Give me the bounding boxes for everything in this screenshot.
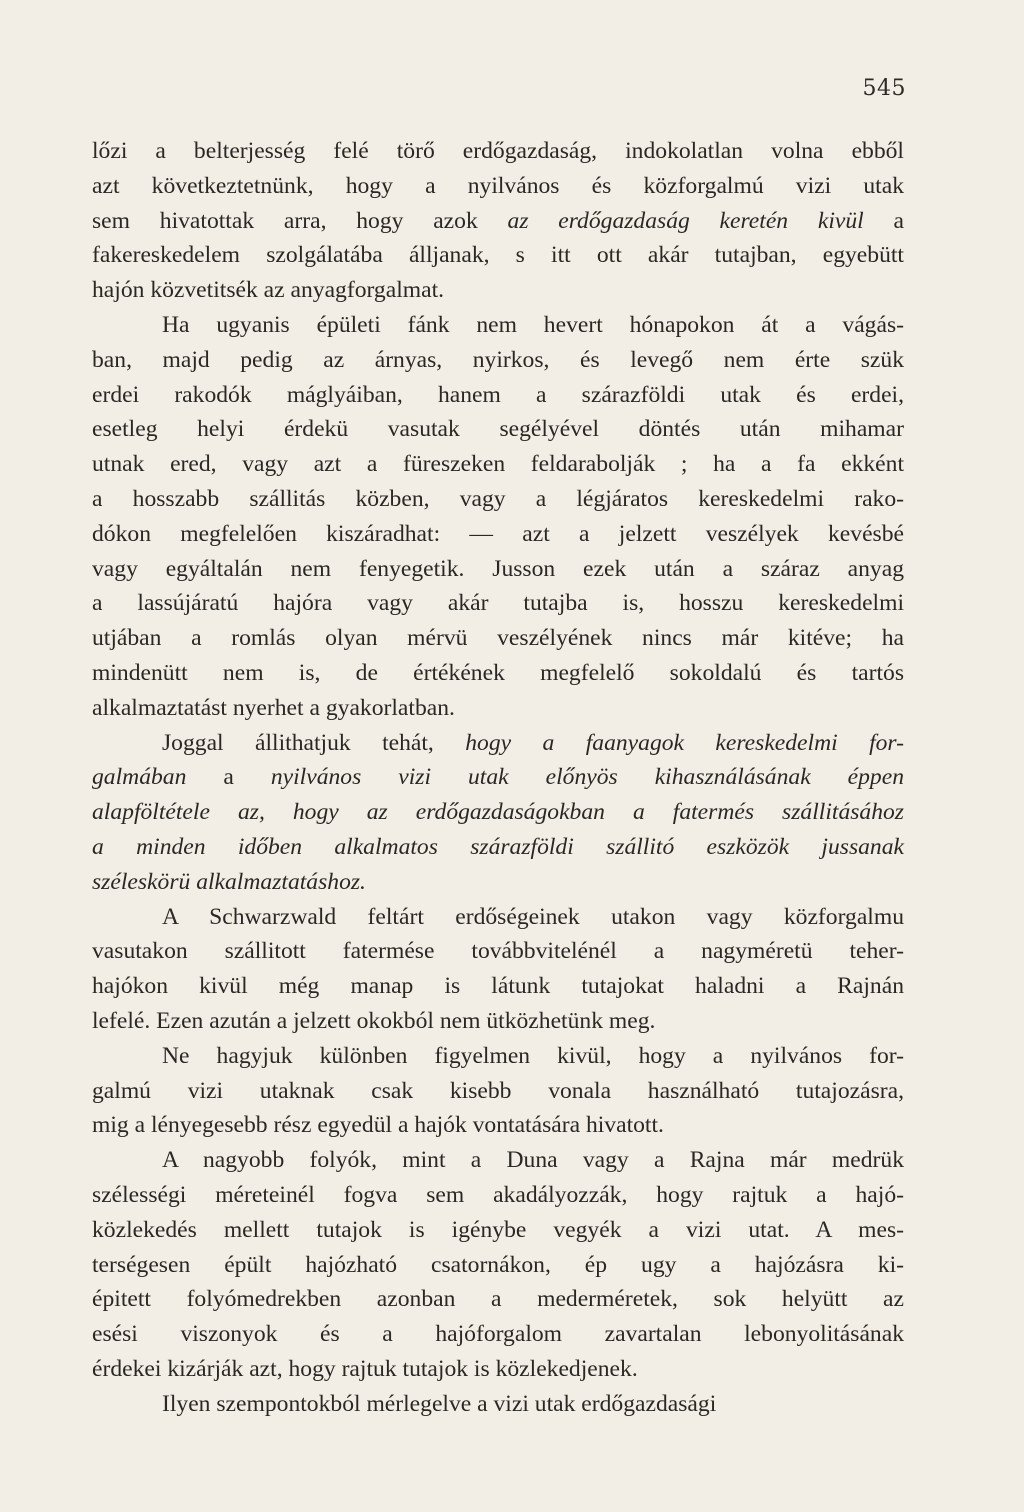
text-line xyxy=(92,656,904,691)
text-line xyxy=(92,169,904,204)
text-run: hajón közvetitsék az anyagforgalmat. xyxy=(92,277,445,304)
text-line xyxy=(92,1213,904,1248)
text-line xyxy=(92,934,904,969)
text-run: szélességi méreteinél fogva sem akadályozzák, hogy rajtuk a hajó- xyxy=(92,1181,904,1208)
text-line xyxy=(92,1248,904,1283)
text-run: Ilyen szempontokból mérlegelve a vizi utak erdőgazdasági xyxy=(162,1390,717,1417)
text-run: a lassújáratú hajóra vagy akár tutajba is, hosszu kereskedelmi xyxy=(92,590,904,617)
text-run: hajókon kivül még manap is látunk tutajokat haladni a Rajnán xyxy=(92,973,904,1000)
text-run: Joggal állithatjuk tehát, xyxy=(162,729,466,756)
text-run: lőzi a belterjesség felé törő erdőgazdaság, indokolatlan volna ebből xyxy=(92,138,904,164)
text-line xyxy=(92,900,904,935)
text-line xyxy=(92,969,904,1004)
text-line xyxy=(92,412,904,447)
text-line xyxy=(92,204,904,239)
text-run: Ne hagyjuk különben figyelmen kivül, hogy a nyilvános for- xyxy=(162,1042,904,1069)
page-number: 545 xyxy=(862,76,906,101)
text-run: esetleg helyi érdekü vasutak segélyével döntés után mihamar xyxy=(92,416,904,443)
text-run: érdekei kizárják azt, hogy rajtuk tutajok is közlekedjenek. xyxy=(92,1355,638,1382)
text-line xyxy=(92,795,904,830)
text-run: épitett folyómedrekben azonban a mederméretek, sok helyütt az xyxy=(92,1286,904,1313)
text-run: alkalmaztatást nyerhet a gyakorlatban. xyxy=(92,694,455,721)
text-line xyxy=(92,1108,904,1143)
text-run: közlekedés mellett tutajok is igénybe vegyék a vizi utat. A mes- xyxy=(92,1216,904,1243)
text-line xyxy=(92,1143,904,1178)
text-line xyxy=(92,447,904,482)
text-run: azt következtetnünk, hogy a nyilvános és közforgalmú vizi utak xyxy=(92,172,904,199)
paragraph xyxy=(92,308,904,726)
text-line xyxy=(92,691,904,726)
text-run: esési viszonyok és a hajóforgalom zavartalan lebonyolitásának xyxy=(92,1321,904,1348)
text-run: a xyxy=(863,207,904,234)
text-line xyxy=(92,552,904,587)
body-text xyxy=(92,134,904,1421)
paragraph xyxy=(92,726,904,900)
text-line xyxy=(92,760,904,795)
text-run: vagy egyáltalán nem fenyegetik. Jusson ezek után a száraz anyag xyxy=(92,555,904,582)
paragraph xyxy=(92,900,904,1039)
text-line xyxy=(92,1282,904,1317)
text-line xyxy=(92,1352,904,1387)
italic-run: alapföltétele az, hogy az erdőgazdaságokban a fatermés szállitásához xyxy=(92,799,904,826)
italic-run: széleskörü alkalmaztatáshoz. xyxy=(92,868,366,895)
paragraph xyxy=(92,1387,904,1422)
text-line xyxy=(92,1387,904,1422)
text-run: utnak ered, vagy azt a füreszeken feldarabolják ; ha a fa ekként xyxy=(92,451,904,478)
text-run: mig a lényegesebb rész egyedül a hajók vontatására hivatott. xyxy=(92,1112,664,1139)
text-run: mindenütt nem is, de értékének megfelelő sokoldalú és tartós xyxy=(92,659,904,686)
text-run: sem hivatottak arra, hogy azok xyxy=(92,207,508,234)
text-run: erdei rakodók máglyáiban, hanem a szárazföldi utak és erdei, xyxy=(92,381,904,408)
text-run: dókon megfelelően kiszáradhat: — azt a jelzett veszélyek kevésbé xyxy=(92,520,904,547)
text-line xyxy=(92,1004,904,1039)
text-run: utjában a romlás olyan mérvü veszélyének nincs már kitéve; ha xyxy=(92,625,904,652)
text-line xyxy=(92,308,904,343)
text-run: A nagyobb folyók, mint a Duna vagy a Rajna már medrük xyxy=(162,1147,904,1174)
text-line xyxy=(92,1074,904,1109)
text-run: terségesen épült hajózható csatornákon, ép ugy a hajózásra ki- xyxy=(92,1251,904,1278)
text-run: a hosszabb szállitás közben, vagy a légjáratos kereskedelmi rako- xyxy=(92,485,904,512)
text-line xyxy=(92,517,904,552)
paragraph xyxy=(92,1039,904,1143)
text-run: ban, majd pedig az árnyas, nyirkos, és levegő nem érte szük xyxy=(92,346,904,373)
italic-run: galmában xyxy=(92,764,187,791)
text-line xyxy=(92,1178,904,1213)
text-line xyxy=(92,865,904,900)
text-line xyxy=(92,586,904,621)
text-line xyxy=(92,1039,904,1074)
italic-run: az erdőgazdaság keretén kivül xyxy=(507,207,864,234)
text-line xyxy=(92,830,904,865)
text-run: fakereskedelem szolgálatába álljanak, s itt ott akár tutajban, egyebütt xyxy=(92,242,904,269)
text-line xyxy=(92,1317,904,1352)
text-line xyxy=(92,343,904,378)
italic-run: a minden időben alkalmatos szárazföldi szállitó eszközök jussanak xyxy=(92,833,904,860)
italic-run: hogy a faanyagok kereskedelmi for- xyxy=(465,729,905,756)
paragraph xyxy=(92,1143,904,1387)
paragraph xyxy=(92,134,904,308)
text-line xyxy=(92,273,904,308)
text-line xyxy=(92,621,904,656)
text-run: galmú vizi utaknak csak kisebb vonala használható tutajozásra, xyxy=(92,1077,904,1104)
text-line xyxy=(92,238,904,273)
text-line xyxy=(92,482,904,517)
text-line xyxy=(92,726,904,761)
text-run: A Schwarzwald feltárt erdőségeinek utakon vagy közforgalmu xyxy=(162,903,904,930)
text-line xyxy=(92,134,904,169)
text-run: lefelé. Ezen azután a jelzett okokból nem ütközhetünk meg. xyxy=(92,1007,656,1034)
italic-run: nyilvános vizi utak előnyös kihasználásának éppen xyxy=(270,764,904,791)
text-run: a xyxy=(186,764,271,791)
text-run: Ha ugyanis épületi fánk nem hevert hónapokon át a vágás- xyxy=(162,311,904,338)
text-line xyxy=(92,378,904,413)
text-run: vasutakon szállitott fatermése továbbvitelénél a nagyméretü teher- xyxy=(92,938,904,965)
